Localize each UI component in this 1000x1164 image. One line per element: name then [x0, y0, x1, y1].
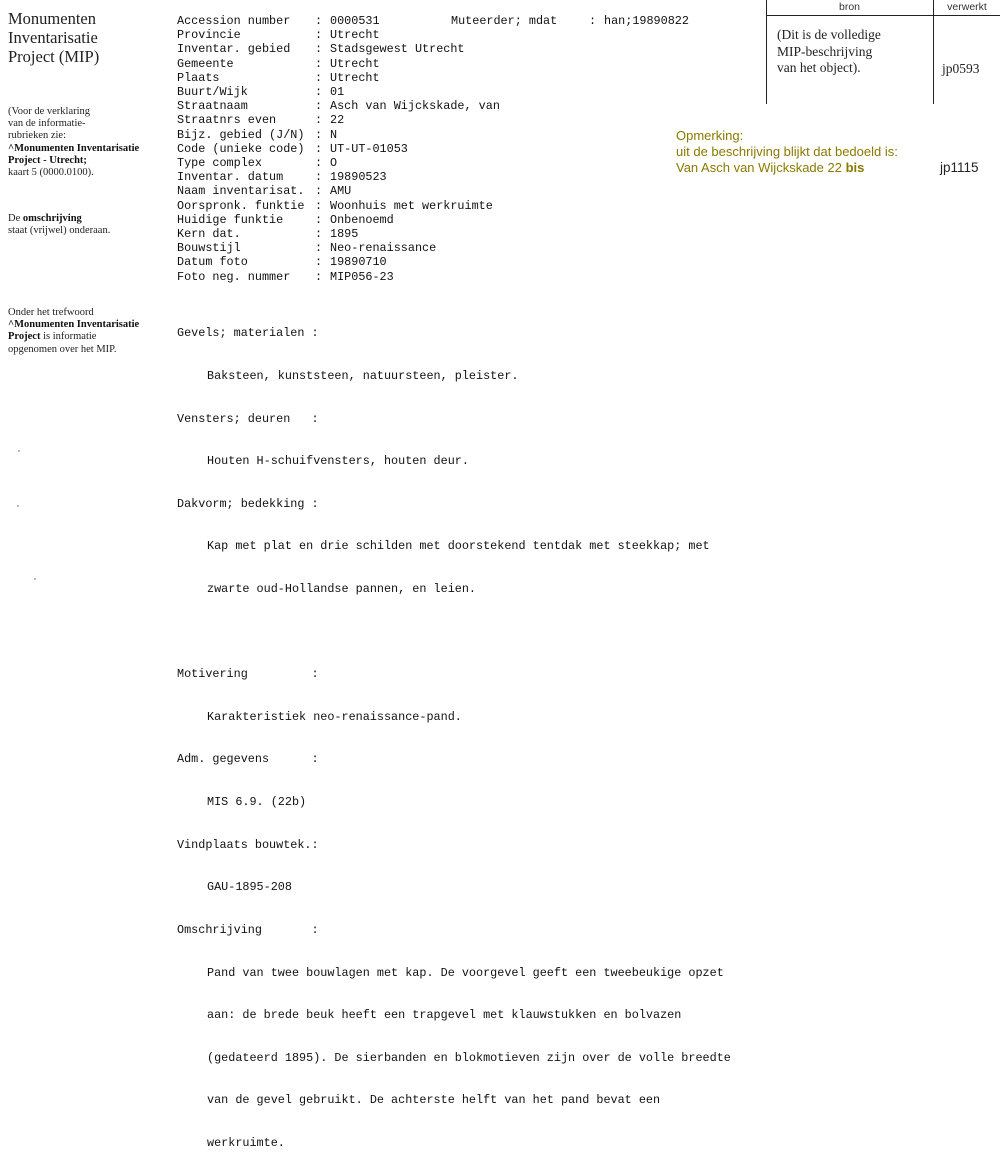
- omschrijving-line: (gedateerd 1895). De sierbanden en blokmotieven zijn over de volle breedte: [207, 1050, 731, 1065]
- remark-verwerkt-code: jp1115: [940, 160, 979, 175]
- field-label: Oorspronk. funktie: [177, 198, 305, 213]
- bron-header: bron: [838, 1, 860, 13]
- note-reference: ^Monumenten Inventarisatie: [8, 142, 140, 154]
- note-line: staat (vrijwel) onderaan.: [8, 225, 111, 237]
- note-keyword: omschrijving: [22, 213, 82, 224]
- field-row: Provincie : Utrecht: [177, 28, 380, 43]
- document-title: [8, 9, 158, 66]
- field-value: Utrecht: [330, 56, 380, 71]
- field-label: Gemeente: [177, 56, 234, 71]
- field-value: O: [330, 156, 338, 171]
- remark-suffix: bis: [845, 160, 865, 175]
- field-label: Buurt/Wijk: [177, 85, 248, 100]
- gevels-label: Gevels; materialen :: [177, 326, 319, 341]
- field-value: Utrecht: [330, 70, 380, 85]
- field-row: Straatnaam : Asch van Wijckskade, van: [177, 99, 500, 114]
- remark-address: Van Asch van Wijckskade 22: [676, 160, 846, 175]
- field-label: Bijz. gebied (J/N): [177, 127, 305, 142]
- verwerkt-code: jp0593: [942, 61, 980, 76]
- bron-line: (Dit is de volledige: [777, 27, 881, 42]
- field-row: Kern dat. : 1895: [177, 227, 359, 242]
- omschrijving-label: Omschrijving :: [177, 922, 319, 937]
- field-label: Code (unieke code): [177, 141, 305, 156]
- field-value: Onbenoemd: [330, 212, 394, 227]
- field-row: Code (unieke code) : UT-UT-01053: [177, 141, 408, 156]
- field-label: Inventar. datum: [177, 170, 284, 185]
- record-details: [177, 298, 777, 1164]
- field-row: Inventar. gebied : Stadsgewest Utrecht: [177, 42, 465, 57]
- field-row: Datum foto : 19890710: [177, 255, 387, 270]
- field-row: Accession number : 0000531: [177, 14, 380, 28]
- title-line: Inventarisatie: [8, 28, 98, 47]
- field-label: Inventar. gebied: [177, 42, 291, 57]
- field-value: Woonhuis met werkruimte: [330, 198, 493, 213]
- field-row: Oorspronk. funktie : Woonhuis met werkruimte: [177, 198, 493, 213]
- motivering-label: Motivering :: [177, 667, 319, 682]
- muteerder-field: Muteerder; mdat : han;19890822: [451, 14, 689, 28]
- field-value: 01: [330, 85, 345, 100]
- note-line: (Voor de verklaring: [8, 106, 91, 117]
- title-line: Monumenten: [8, 9, 96, 28]
- dakvorm-value-line: zwarte oud-Hollandse pannen, en leien.: [207, 582, 477, 597]
- gevels-value: Baksteen, kunststeen, natuursteen, pleister.: [207, 369, 519, 384]
- field-value: Asch van Wijckskade, van: [330, 99, 500, 114]
- note-line: opgenomen over het MIP.: [8, 343, 117, 355]
- field-value: Stadsgewest Utrecht: [330, 42, 465, 57]
- scan-speck: [34, 578, 36, 580]
- field-label: Provincie: [177, 28, 241, 43]
- field-value: 22: [330, 113, 345, 128]
- field-label: Straatnaam: [177, 99, 248, 114]
- dakvorm-label: Dakvorm; bedekking :: [177, 496, 319, 511]
- note-text: is informatie: [40, 331, 97, 343]
- field-row: Bijz. gebied (J/N) : N: [177, 127, 338, 142]
- remark-heading: Opmerking:: [676, 128, 744, 143]
- note-reference: Project - Utrecht;: [8, 154, 87, 166]
- field-label: Straatnrs even: [177, 113, 277, 128]
- field-value: AMU: [330, 184, 352, 199]
- field-row: Inventar. datum : 19890523: [177, 170, 387, 185]
- keyword-note: [8, 307, 168, 356]
- field-label: Type complex: [177, 156, 262, 171]
- note-line: van de informatie-: [8, 118, 86, 130]
- field-row: Naam inventarisat. : AMU: [177, 184, 352, 199]
- omschrijving-line: Pand van twee bouwlagen met kap. De voorgevel geeft een tweebeukige opzet: [207, 965, 724, 980]
- dakvorm-value-line: Kap met plat en drie schilden met doorstekend tentdak met steekkap; met: [207, 539, 710, 554]
- field-value: UT-UT-01053: [330, 141, 408, 156]
- note-reference: Project: [8, 331, 41, 343]
- note-line: rubrieken zie:: [8, 130, 67, 142]
- field-row: Buurt/Wijk : 01: [177, 85, 345, 100]
- explanation-note: [8, 106, 168, 179]
- field-label: Huidige funktie: [177, 212, 284, 227]
- field-value: MIP056-23: [330, 269, 394, 284]
- note-text: De: [8, 213, 23, 224]
- note-reference: ^Monumenten Inventarisatie: [8, 319, 140, 331]
- adm-label: Adm. gegevens :: [177, 752, 319, 767]
- field-label: Kern dat.: [177, 227, 241, 242]
- field-row: Gemeente : Utrecht: [177, 56, 380, 71]
- vensters-label: Vensters; deuren :: [177, 411, 319, 426]
- note-line: kaart 5 (0000.0100).: [8, 167, 94, 179]
- field-value: 0000531: [330, 14, 380, 28]
- field-row: Plaats : Utrecht: [177, 70, 380, 85]
- table-header-rule: [766, 15, 1000, 16]
- vensters-value: Houten H-schuifvensters, houten deur.: [207, 454, 469, 469]
- field-value: N: [330, 127, 338, 142]
- omschrijving-line: werkruimte.: [207, 1135, 285, 1150]
- adm-value: MIS 6.9. (22b): [207, 795, 307, 810]
- field-label: Plaats: [177, 70, 220, 85]
- field-label: Bouwstijl: [177, 241, 241, 256]
- field-row: Foto neg. nummer : MIP056-23: [177, 269, 394, 284]
- field-value: 19890710: [330, 255, 387, 270]
- verwerkt-header: verwerkt: [947, 1, 987, 13]
- omschrijving-line: aan: de brede beuk heeft een trapgevel met klauwstukken en bolvazen: [207, 1008, 682, 1023]
- bron-description: [777, 27, 927, 77]
- field-row: Straatnrs even : 22: [177, 113, 345, 128]
- field-row: Huidige funktie : Onbenoemd: [177, 212, 394, 227]
- bron-line: van het object).: [777, 60, 861, 75]
- field-label: Foto neg. nummer: [177, 269, 291, 284]
- remark-line: uit de beschrijving blijkt dat bedoeld is:: [676, 144, 898, 159]
- scan-speck: [18, 450, 20, 452]
- record-fields: [177, 14, 757, 284]
- field-label: Accession number: [177, 14, 291, 28]
- muteerder-value: han;19890822: [604, 14, 689, 28]
- field-value: Utrecht: [330, 28, 380, 43]
- scan-speck: [17, 505, 19, 507]
- note-line: Onder het trefwoord: [8, 307, 94, 318]
- bron-line: MIP-beschrijving: [777, 43, 873, 59]
- title-line: Project (MIP): [8, 47, 100, 66]
- vindplaats-value: GAU-1895-208: [207, 880, 292, 895]
- field-value: 19890523: [330, 170, 387, 185]
- field-row: Type complex : O: [177, 156, 338, 171]
- motivering-value: Karakteristiek neo-renaissance-pand.: [207, 709, 462, 724]
- field-label: Datum foto: [177, 255, 248, 270]
- field-value: Neo-renaissance: [330, 241, 437, 256]
- field-row: Bouwstijl : Neo-renaissance: [177, 241, 437, 256]
- vindplaats-label: Vindplaats bouwtek.:: [177, 837, 319, 852]
- field-label: Naam inventarisat.: [177, 184, 305, 199]
- description-note: [8, 213, 168, 237]
- remark: [676, 128, 936, 176]
- omschrijving-line: van de gevel gebruikt. De achterste helft van het pand bevat een: [207, 1093, 661, 1108]
- field-value: 1895: [330, 227, 359, 242]
- muteerder-label: Muteerder; mdat: [451, 14, 558, 28]
